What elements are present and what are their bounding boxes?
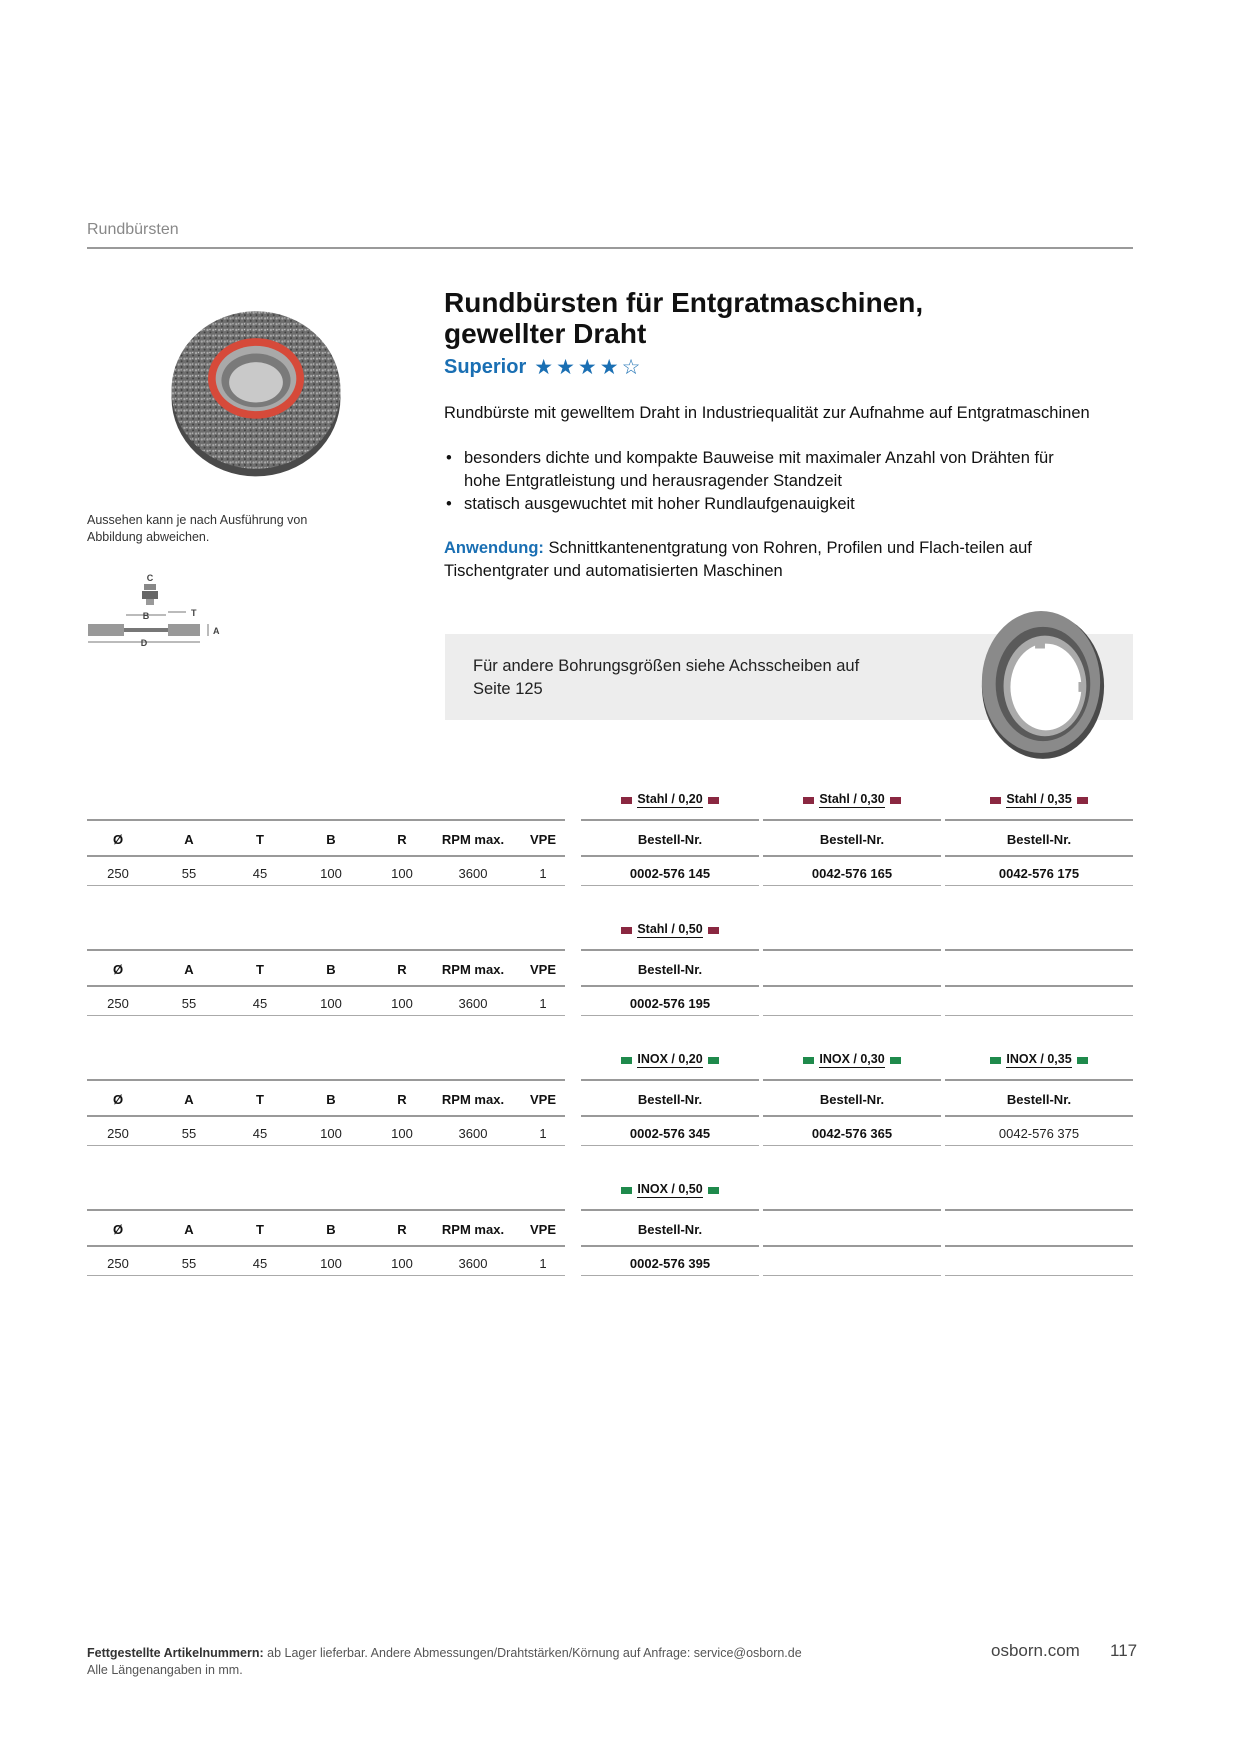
- stahl-swatch-icon: [990, 797, 1001, 804]
- variant-label: Stahl / 0,35: [1006, 792, 1072, 806]
- order-number: 0002-576 345: [629, 1126, 711, 1141]
- feature-item: • besonders dichte und kompakte Bauweise mit maximaler Anzahl von Drähten für hohe Entgratleistung und herausragender Standzeit: [444, 447, 1084, 493]
- order-number: 0042-576 365: [811, 1126, 893, 1141]
- star-filled-icon: ★: [556, 356, 575, 379]
- usage-text: [444, 537, 1044, 583]
- table-rule: [87, 1275, 565, 1276]
- order-number: 0002-576 195: [629, 996, 711, 1011]
- table-cell: 100: [391, 996, 413, 1011]
- column-header: R: [397, 962, 407, 977]
- column-header: Ø: [112, 832, 124, 847]
- table-rule: [87, 1245, 565, 1247]
- footer-note-text: ab Lager lieferbar. Andere Abmessungen/Drahtstärken/Körnung auf Anfrage: service@osborn.de: [263, 1646, 802, 1660]
- order-number-header: Bestell-Nr.: [1006, 1092, 1072, 1107]
- column-header: VPE: [529, 1092, 556, 1107]
- table-rule: [945, 819, 1133, 821]
- variant-legend: [763, 1052, 941, 1068]
- product-intro: Rundbürste mit gewelltem Draht in Industriequalität zur Aufnahme auf Entgratmaschinen: [444, 404, 1090, 422]
- order-number: 0002-576 395: [629, 1256, 711, 1271]
- stahl-swatch-icon: [890, 797, 901, 804]
- inox-swatch-icon: [621, 1187, 632, 1194]
- table-cell: 1: [539, 866, 547, 881]
- table-rule: [763, 1145, 941, 1146]
- stahl-swatch-icon: [708, 797, 719, 804]
- table-cell: 100: [320, 866, 342, 881]
- title-line-2: gewellter Draht: [444, 318, 647, 349]
- column-header: T: [256, 962, 264, 977]
- rating-stars: [534, 355, 640, 380]
- table-cell: 100: [391, 1126, 413, 1141]
- column-header: VPE: [529, 832, 556, 847]
- variant-legend: [945, 1052, 1133, 1068]
- table-cell: 3600: [458, 996, 488, 1011]
- table-cell: 250: [107, 866, 129, 881]
- column-header: B: [326, 1222, 336, 1237]
- table-cell: 100: [320, 996, 342, 1011]
- stahl-swatch-icon: [621, 797, 632, 804]
- diagram-label-t: T: [191, 608, 197, 618]
- column-header: A: [184, 1092, 194, 1107]
- star-filled-icon: ★: [577, 356, 597, 379]
- stahl-swatch-icon: [1077, 797, 1088, 804]
- variant-legend: [581, 792, 759, 808]
- usage-label: Anwendung:: [444, 539, 544, 557]
- star-filled-icon: ★: [534, 356, 554, 379]
- table-cell: 3600: [458, 1126, 488, 1141]
- table-rule: [763, 1245, 941, 1247]
- quality-grade: [444, 355, 640, 380]
- dimension-diagram: [86, 570, 246, 670]
- table-rule: [87, 1015, 565, 1016]
- table-rule: [581, 1015, 759, 1016]
- website: osborn.com: [991, 1641, 1080, 1660]
- table-rule: [87, 1115, 565, 1117]
- table-cell: 45: [252, 866, 268, 881]
- column-header: A: [184, 832, 194, 847]
- table-rule: [581, 1209, 759, 1211]
- table-rule: [763, 1275, 941, 1276]
- column-header: B: [326, 832, 336, 847]
- table-rule: [581, 1115, 759, 1117]
- table-rule: [763, 1209, 941, 1211]
- column-header: R: [397, 1222, 407, 1237]
- table-cell: 1: [539, 996, 547, 1011]
- column-header: B: [326, 1092, 336, 1107]
- table-cell: 1: [539, 1126, 547, 1141]
- column-header: VPE: [529, 962, 556, 977]
- order-number-header: Bestell-Nr.: [637, 1222, 703, 1237]
- table-rule: [87, 885, 565, 886]
- table-cell: 45: [252, 1256, 268, 1271]
- variant-legend: [763, 792, 941, 808]
- inox-swatch-icon: [708, 1187, 719, 1194]
- table-rule: [763, 1079, 941, 1081]
- table-rule: [87, 949, 565, 951]
- diagram-label-b: B: [142, 611, 150, 621]
- variant-legend: [581, 1052, 759, 1068]
- variant-label: INOX / 0,35: [1006, 1052, 1072, 1066]
- variant-label: INOX / 0,30: [819, 1052, 885, 1066]
- inox-swatch-icon: [990, 1057, 1001, 1064]
- table-rule: [581, 1275, 759, 1276]
- order-number: 0042-576 165: [811, 866, 893, 881]
- order-number-header: Bestell-Nr.: [637, 962, 703, 977]
- footer-note-label: Fettgestellte Artikelnummern:: [87, 1646, 264, 1660]
- inox-swatch-icon: [803, 1057, 814, 1064]
- table-rule: [763, 885, 941, 886]
- table-rule: [763, 949, 941, 951]
- variant-label: Stahl / 0,30: [819, 792, 885, 806]
- table-cell: 100: [320, 1126, 342, 1141]
- table-rule: [581, 949, 759, 951]
- order-number: 0002-576 145: [629, 866, 711, 881]
- stahl-swatch-icon: [803, 797, 814, 804]
- table-cell: 55: [181, 1256, 197, 1271]
- title-line-1: Rundbürsten für Entgratmaschinen,: [444, 287, 924, 318]
- page-number: 117: [1110, 1641, 1138, 1660]
- inox-swatch-icon: [621, 1057, 632, 1064]
- table-rule: [581, 1245, 759, 1247]
- table-rule: [87, 819, 565, 821]
- column-header: Ø: [112, 962, 124, 977]
- table-rule: [945, 885, 1133, 886]
- brush-wheel-image: [160, 294, 352, 486]
- column-header: A: [184, 1222, 194, 1237]
- table-rule: [945, 1115, 1133, 1117]
- table-rule: [945, 1145, 1133, 1146]
- table-rule: [945, 1079, 1133, 1081]
- feature-item: • statisch ausgewuchtet mit hoher Rundlaufgenauigkeit: [444, 493, 1084, 516]
- table-rule: [763, 819, 941, 821]
- table-rule: [763, 855, 941, 857]
- variant-legend: [581, 1182, 759, 1198]
- column-header: RPM max.: [441, 1222, 505, 1237]
- inox-swatch-icon: [890, 1057, 901, 1064]
- note-text: Für andere Bohrungsgrößen siehe Achsscheiben auf Seite 125: [473, 657, 860, 698]
- table-rule: [581, 1079, 759, 1081]
- table-cell: 100: [391, 1256, 413, 1271]
- table-rule: [87, 855, 565, 857]
- stahl-swatch-icon: [621, 927, 632, 934]
- column-header: T: [256, 1092, 264, 1107]
- arbor-disc-image: [972, 600, 1110, 766]
- table-cell: 55: [181, 996, 197, 1011]
- table-cell: 3600: [458, 866, 488, 881]
- column-header: A: [184, 962, 194, 977]
- column-header: VPE: [529, 1222, 556, 1237]
- table-rule: [945, 985, 1133, 987]
- column-header: R: [397, 1092, 407, 1107]
- column-header: RPM max.: [441, 832, 505, 847]
- table-rule: [763, 985, 941, 987]
- diagram-label-d: D: [140, 638, 148, 648]
- table-rule: [581, 885, 759, 886]
- table-cell: 100: [320, 1256, 342, 1271]
- table-rule: [945, 855, 1133, 857]
- variant-legend: [945, 792, 1133, 808]
- usage-description: Schnittkantenentgratung von Rohren, Profilen und Flach-teilen auf Tischentgrater und automatisierten Maschinen: [444, 539, 1032, 580]
- page-title: [444, 287, 1084, 349]
- table-cell: 100: [391, 866, 413, 881]
- feature-list: [444, 447, 1084, 516]
- diagram-label-a: A: [213, 626, 220, 636]
- table-cell: 55: [181, 1126, 197, 1141]
- table-cell: 3600: [458, 1256, 488, 1271]
- order-number-header: Bestell-Nr.: [637, 1092, 703, 1107]
- inox-swatch-icon: [708, 1057, 719, 1064]
- grade-label: Superior: [444, 356, 527, 378]
- table-rule: [763, 1115, 941, 1117]
- column-header: RPM max.: [441, 1092, 505, 1107]
- section-label: Rundbürsten: [87, 221, 179, 238]
- table-rule: [581, 985, 759, 987]
- column-header: RPM max.: [441, 962, 505, 977]
- table-rule: [763, 1015, 941, 1016]
- column-header: T: [256, 1222, 264, 1237]
- table-cell: 55: [181, 866, 197, 881]
- table-rule: [87, 1145, 565, 1146]
- footer-note-line2: Alle Längenangaben in mm.: [87, 1663, 243, 1677]
- variant-label: Stahl / 0,50: [637, 922, 703, 936]
- table-rule: [581, 1145, 759, 1146]
- table-rule: [87, 1079, 565, 1081]
- table-rule: [945, 1275, 1133, 1276]
- column-header: T: [256, 832, 264, 847]
- variant-legend: [581, 922, 759, 938]
- order-number: 0042-576 175: [998, 866, 1080, 881]
- table-rule: [945, 1015, 1133, 1016]
- table-cell: 250: [107, 1256, 129, 1271]
- variant-label: INOX / 0,50: [637, 1182, 703, 1196]
- table-rule: [945, 949, 1133, 951]
- image-caption: Aussehen kann je nach Ausführung von Abbildung abweichen.: [87, 513, 308, 544]
- table-rule: [87, 985, 565, 987]
- order-number-header: Bestell-Nr.: [637, 832, 703, 847]
- table-cell: 250: [107, 996, 129, 1011]
- variant-label: INOX / 0,20: [637, 1052, 703, 1066]
- table-rule: [581, 855, 759, 857]
- column-header: B: [326, 962, 336, 977]
- column-header: R: [397, 832, 407, 847]
- header-rule: [87, 247, 1133, 249]
- order-number-header: Bestell-Nr.: [819, 832, 885, 847]
- table-cell: 250: [107, 1126, 129, 1141]
- table-rule: [87, 1209, 565, 1211]
- variant-label: Stahl / 0,20: [637, 792, 703, 806]
- table-cell: 45: [252, 996, 268, 1011]
- footer-note: [87, 1645, 987, 1679]
- column-header: Ø: [112, 1222, 124, 1237]
- table-rule: [581, 819, 759, 821]
- order-number-header: Bestell-Nr.: [819, 1092, 885, 1107]
- table-cell: 45: [252, 1126, 268, 1141]
- table-cell: 1: [539, 1256, 547, 1271]
- table-rule: [945, 1245, 1133, 1247]
- star-filled-icon: ★: [599, 356, 619, 379]
- inox-swatch-icon: [1077, 1057, 1088, 1064]
- table-rule: [945, 1209, 1133, 1211]
- column-header: Ø: [112, 1092, 124, 1107]
- star-empty-icon: ☆: [621, 356, 641, 379]
- order-number: 0042-576 375: [998, 1126, 1080, 1141]
- stahl-swatch-icon: [708, 927, 719, 934]
- order-number-header: Bestell-Nr.: [1006, 832, 1072, 847]
- diagram-label-c: C: [146, 573, 154, 583]
